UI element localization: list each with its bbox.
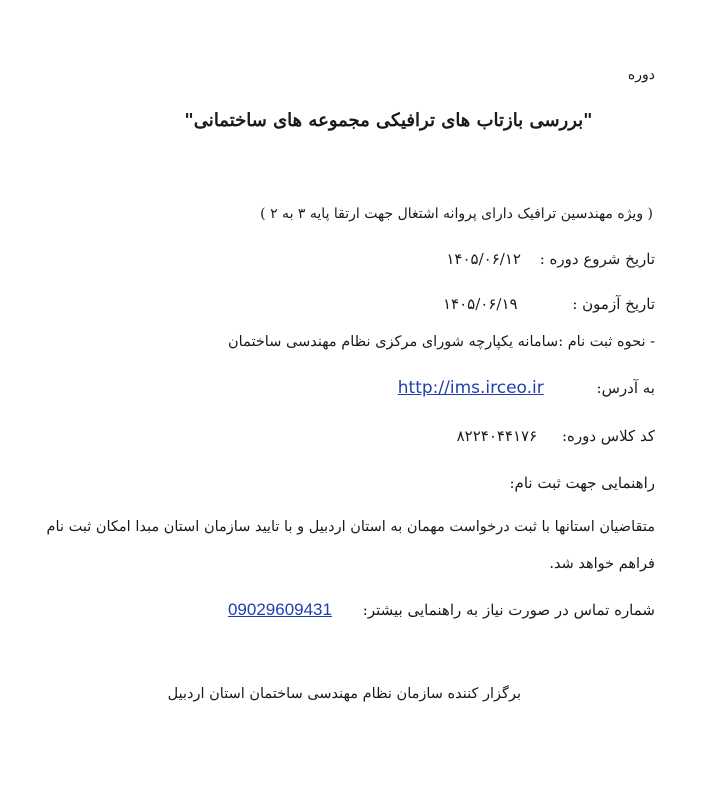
class-code-value: ۸۲۲۴۰۴۴۱۷۶ — [456, 427, 538, 445]
exam-date-row — [443, 293, 655, 315]
registration-url-link[interactable]: http://ims.irceo.ir — [397, 378, 544, 398]
course-heading: دوره — [627, 67, 655, 83]
course-title: "بررسی بازتاب های ترافیکی مجموعه های ساختمانی" — [184, 110, 593, 131]
audience-note: ( ویژه مهندسین ترافیک دارای پروانه اشتغال جهت ارتقا پایه ۳ به ۲ ) — [260, 206, 653, 222]
class-code-row — [457, 425, 655, 447]
registration-guide-label: راهنمایی جهت ثبت نام: — [509, 474, 655, 492]
guide-text-line-2: فراهم خواهد شد. — [549, 556, 655, 572]
start-date-row — [446, 248, 655, 270]
exam-date-value: ۱۴۰۵/۰۶/۱۹ — [443, 295, 518, 313]
registration-method: - نحوه ثبت نام :سامانه یکپارچه شورای مرکزی نظام مهندسی ساختمان — [228, 334, 655, 350]
guide-text-line-1: متقاضیان استانها با ثبت درخواست مهمان به استان اردبیل و با تایید سازمان استان مبدا امکان ثبت نام — [46, 519, 655, 535]
organizer-line: برگزار کننده سازمان نظام مهندسی ساختمان استان اردبیل — [167, 686, 521, 702]
class-code-label: کد کلاس دوره: — [561, 427, 655, 445]
address-row — [398, 377, 655, 399]
exam-date-label: تاریخ آزمون : — [572, 295, 655, 313]
start-date-label: تاریخ شروع دوره : — [539, 250, 655, 268]
start-date-value: ۱۴۰۵/۰۶/۱۲ — [446, 250, 521, 268]
contact-row — [228, 599, 655, 621]
contact-label: شماره تماس در صورت نیاز به راهنمایی بیشتر: — [362, 601, 655, 619]
contact-phone-link[interactable]: 09029609431 — [227, 600, 332, 619]
address-label: به آدرس: — [596, 379, 655, 397]
